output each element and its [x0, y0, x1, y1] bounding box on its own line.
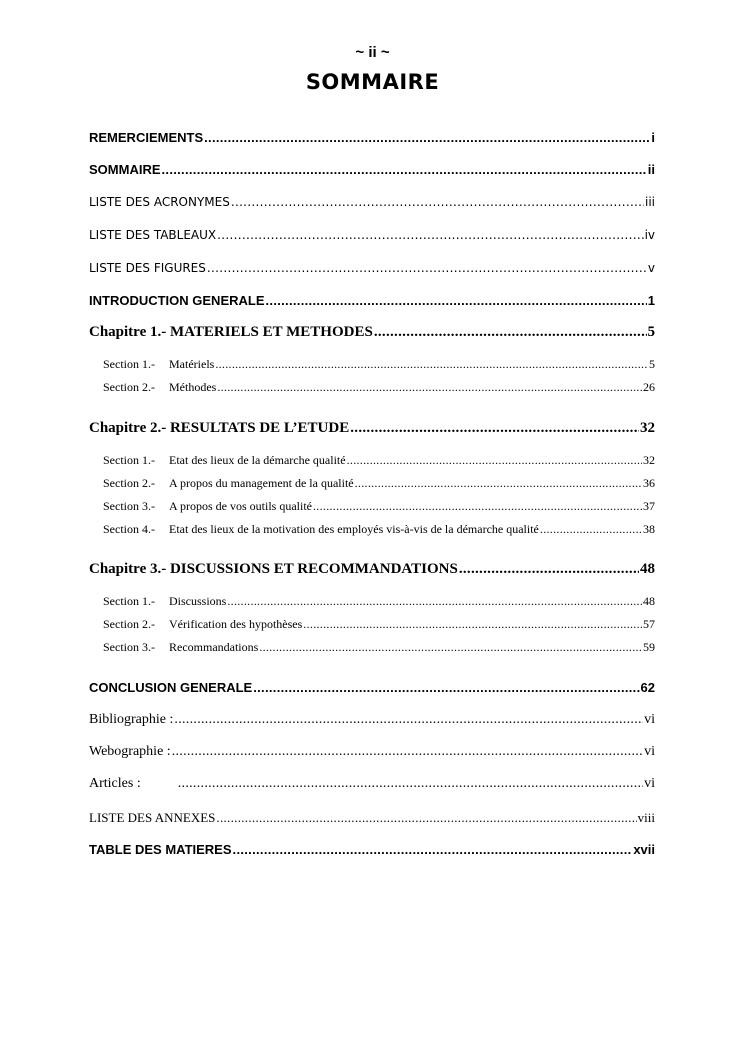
toc-entry-annexes[interactable] — [89, 810, 655, 826]
toc-entry-label: INTRODUCTION GENERALE — [89, 293, 265, 308]
toc-entry-acronymes[interactable] — [89, 195, 655, 209]
toc-chapter-1[interactable] — [89, 324, 655, 341]
section-label: Etat des lieux de la démarche qualité — [169, 453, 346, 467]
section-number: Section 2.- — [103, 617, 155, 631]
toc-entry-table-matieres[interactable] — [89, 842, 655, 857]
leader-dots — [162, 162, 647, 177]
toc-entry-label: LISTE DES FIGURES — [89, 261, 206, 275]
leader-dots — [253, 680, 639, 695]
toc-chapter-label: Chapitre 2.- RESULTATS DE L’ETUDE — [89, 420, 350, 436]
section-page: 37 — [643, 499, 655, 513]
section-number: Section 1.- — [103, 357, 155, 371]
section-page: 26 — [643, 380, 655, 394]
leader-dots — [217, 228, 643, 242]
section-label: A propos de vos outils qualité — [169, 499, 312, 513]
toc-chapter-3[interactable] — [89, 561, 655, 578]
section-number: Section 3.- — [103, 499, 155, 513]
toc-entry-page: v — [647, 261, 655, 275]
toc-chapter-2[interactable] — [89, 420, 655, 437]
toc-entry-page: vi — [644, 776, 655, 791]
toc-entry-page: 62 — [640, 680, 655, 695]
toc-entry-page: ii — [647, 162, 655, 177]
section-label: Méthodes — [169, 380, 217, 394]
leader-dots — [266, 293, 647, 308]
toc-entry-label: LISTE DES TABLEAUX — [89, 228, 217, 242]
leader-dots — [259, 640, 642, 655]
section-number: Section 4.- — [103, 522, 155, 536]
toc-entry-bibliographie[interactable] — [89, 712, 655, 728]
leader-dots — [178, 776, 643, 792]
section-number: Section 2.- — [103, 380, 155, 394]
toc-entry-page: i — [651, 130, 655, 145]
section-page: 59 — [643, 640, 655, 654]
leader-dots — [313, 499, 642, 514]
toc-entry-webographie[interactable] — [89, 744, 655, 760]
section-label: Discussions — [169, 594, 227, 608]
leader-dots — [347, 453, 642, 468]
toc-section-3-1[interactable] — [103, 594, 655, 609]
section-page: 36 — [643, 476, 655, 490]
section-label: Vérification des hypothèses — [169, 617, 303, 631]
leader-dots — [217, 380, 642, 395]
section-label: A propos du management de la qualité — [169, 476, 354, 490]
toc-entry-conclusion[interactable] — [89, 680, 655, 695]
leader-dots — [374, 324, 647, 341]
section-number: Section 1.- — [103, 594, 155, 608]
toc-entry-tableaux[interactable] — [89, 228, 655, 242]
leader-dots — [204, 130, 650, 145]
leader-dots — [233, 842, 633, 857]
toc-chapter-label: Chapitre 3.- DISCUSSIONS ET RECOMMANDATIONS — [89, 561, 458, 577]
leader-dots — [207, 261, 647, 275]
toc-entry-page: vi — [644, 744, 655, 759]
toc-entry-figures[interactable] — [89, 261, 655, 275]
toc-entry-label: LISTE DES ACRONYMES — [89, 195, 230, 209]
leader-dots — [540, 522, 642, 537]
leader-dots — [215, 357, 648, 372]
leader-dots — [459, 561, 639, 578]
section-label: Etat des lieux de la motivation des employés vis-à-vis de la démarche qualité — [169, 522, 539, 536]
leader-dots — [174, 712, 643, 728]
leader-dots — [303, 617, 642, 632]
toc-entry-label: Articles : — [89, 776, 141, 791]
section-number: Section 2.- — [103, 476, 155, 490]
toc-entry-page: xvii — [633, 842, 655, 857]
toc-entry-articles[interactable] — [89, 776, 655, 792]
section-label: Recommandations — [169, 640, 259, 654]
section-number: Section 3.- — [103, 640, 155, 654]
leader-dots — [172, 744, 643, 760]
section-label: Matériels — [169, 357, 215, 371]
toc-section-2-3[interactable] — [103, 499, 655, 514]
toc-entry-label: SOMMAIRE — [89, 162, 161, 177]
leader-dots — [227, 594, 642, 609]
toc-entry-page: vi — [644, 712, 655, 727]
toc-entry-label: Webographie : — [89, 744, 171, 759]
toc-section-2-1[interactable] — [103, 453, 655, 468]
toc-chapter-page: 32 — [640, 420, 655, 436]
section-page: 5 — [649, 357, 655, 371]
toc-entry-page: iii — [644, 195, 655, 209]
toc-entry-label: Bibliographie : — [89, 712, 174, 727]
toc-entry-introduction[interactable] — [89, 293, 655, 308]
section-page: 48 — [643, 594, 655, 608]
toc-entry-page: iv — [644, 228, 655, 242]
toc-section-3-3[interactable] — [103, 640, 655, 655]
page-title: SOMMAIRE — [305, 70, 440, 94]
leader-dots — [350, 420, 639, 437]
section-page: 38 — [643, 522, 655, 536]
leader-dots — [355, 476, 642, 491]
toc-section-3-2[interactable] — [103, 617, 655, 632]
toc-entry-sommaire[interactable] — [89, 162, 655, 177]
toc-chapter-page: 5 — [647, 324, 655, 340]
toc-chapter-label: Chapitre 1.- MATERIELS ET METHODES — [89, 324, 373, 340]
toc-entry-page: 1 — [647, 293, 655, 308]
leader-dots — [216, 810, 636, 826]
toc-section-1-1[interactable] — [103, 357, 655, 372]
toc-entry-label: CONCLUSION GENERALE — [89, 680, 253, 695]
section-page: 57 — [643, 617, 655, 631]
toc-entry-label: TABLE DES MATIERES — [89, 842, 232, 857]
toc-entry-page: viii — [637, 810, 655, 825]
toc-chapter-page: 48 — [640, 561, 655, 577]
toc-section-1-2[interactable] — [103, 380, 655, 395]
toc-entry-label: LISTE DES ANNEXES — [89, 810, 216, 825]
toc-section-2-4[interactable] — [103, 522, 655, 537]
leader-dots — [231, 195, 644, 209]
toc-section-2-2[interactable] — [103, 476, 655, 491]
section-page: 32 — [643, 453, 655, 467]
section-number: Section 1.- — [103, 453, 155, 467]
toc-entry-remerciements[interactable] — [89, 130, 655, 145]
toc-entry-label: REMERCIEMENTS — [89, 130, 204, 145]
page-number: ~ ii ~ — [355, 44, 390, 61]
